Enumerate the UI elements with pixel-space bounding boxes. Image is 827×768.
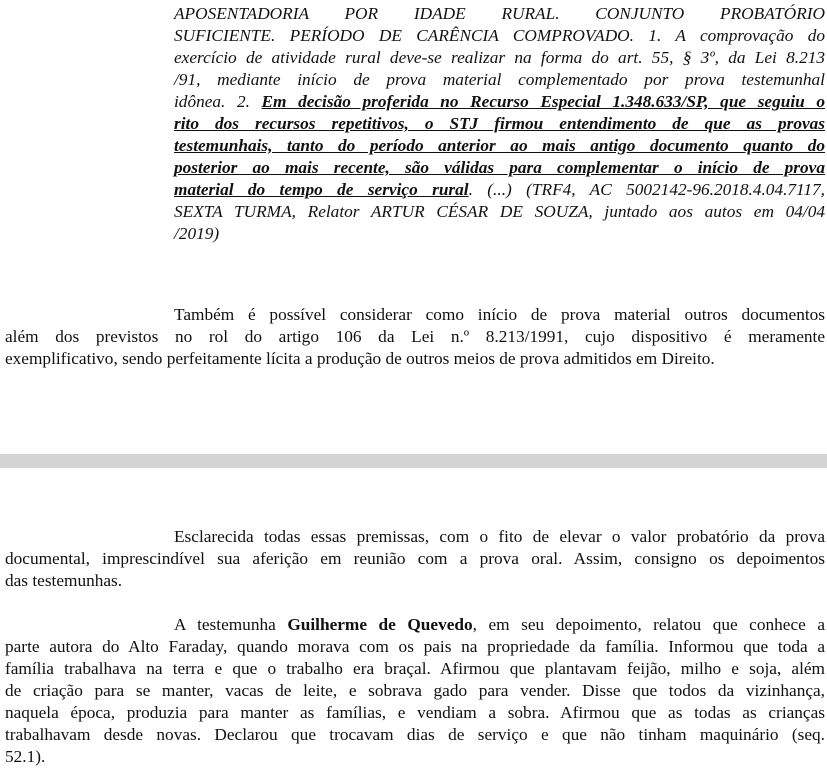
- quote-line-5: idônea. 2. Em decisão proferida no Recurso Especial 1.348.633/SP, que seguiu o: [174, 92, 825, 111]
- quote-line-9: material do tempo de serviço rural. (...) (TRF4, AC 5002142-96.2018.4.04.7117,: [174, 180, 825, 199]
- paragraph-line: das testemunhas.: [5, 571, 123, 590]
- paragraph-line: de criação para se manter, vacas de leite, e sobrava gado para vender. Disse que todos da vizinhança,: [5, 681, 825, 700]
- paragraph-line: Também é possível considerar como início de prova material outros documentos: [174, 305, 825, 324]
- paragraph-line: exemplificativo, sendo perfeitamente lícita a produção de outros meios de prova admitidos em Direito.: [5, 349, 715, 368]
- quote-line-3: exercício de atividade rural deve-se realizar na forma do art. 55, § 3º, da Lei 8.213: [174, 48, 825, 67]
- quote-line-1: APOSENTADORIA POR IDADE RURAL. CONJUNTO PROBATÓRIO: [174, 4, 825, 23]
- paragraph-line: naquela época, produzia para manter as famílias, e vendiam a sobra. Afirmou que as todas as crianças: [5, 703, 825, 722]
- quote-line-2: SUFICIENTE. PERÍODO DE CARÊNCIA COMPROVADO. 1. A comprovação do: [174, 26, 825, 45]
- witness-name: Guilherme de Quevedo: [287, 615, 473, 634]
- paragraph-line: parte autora do Alto Faraday, quando morava com os pais na propriedade da família. Informou que toda a: [5, 637, 825, 656]
- quote-line-8: posterior ao mais recente, são válidas para complementar o início de prova: [174, 158, 825, 177]
- quote-line-10: SEXTA TURMA, Relator ARTUR CÉSAR DE SOUZA, juntado aos autos em 04/04: [174, 202, 825, 221]
- paragraph-line: trabalhavam desde novas. Declarou que trocavam dias de serviço e que não tinham maquinário (seq.: [5, 725, 825, 744]
- page-break-divider: [0, 454, 827, 468]
- quote-line-6: rito dos recursos repetitivos, o STJ firmou entendimento de que as provas: [174, 114, 825, 133]
- paragraph-line: família trabalhava na terra e que o trabalho era braçal. Afirmou que plantavam feijão, milho e soja, além: [5, 659, 825, 678]
- quote-line-11: /2019): [174, 224, 220, 243]
- paragraph-line: Esclarecida todas essas premissas, com o fito de elevar o valor probatório da prova: [174, 527, 825, 546]
- quote-line-7: testemunhais, tanto do período anterior ao mais antigo documento quanto do: [174, 136, 825, 155]
- paragraph-line: 52.1).: [5, 747, 46, 766]
- paragraph-line: A testemunha Guilherme de Quevedo, em seu depoimento, relatou que conhece a: [174, 615, 825, 634]
- quote-line-4: /91, mediante início de prova material complementado por prova testemunhal: [174, 70, 825, 89]
- quote-emphasis: Em decisão proferida no Recurso Especial 1.348.633/SP, que seguiu o: [261, 92, 825, 111]
- paragraph-line: além dos previstos no rol do artigo 106 da Lei n.º 8.213/1991, cujo dispositivo é meramente: [5, 327, 825, 346]
- paragraph-line: documental, imprescindível sua aferição em reunião com a prova oral. Assim, consigno os depoimentos: [5, 549, 825, 568]
